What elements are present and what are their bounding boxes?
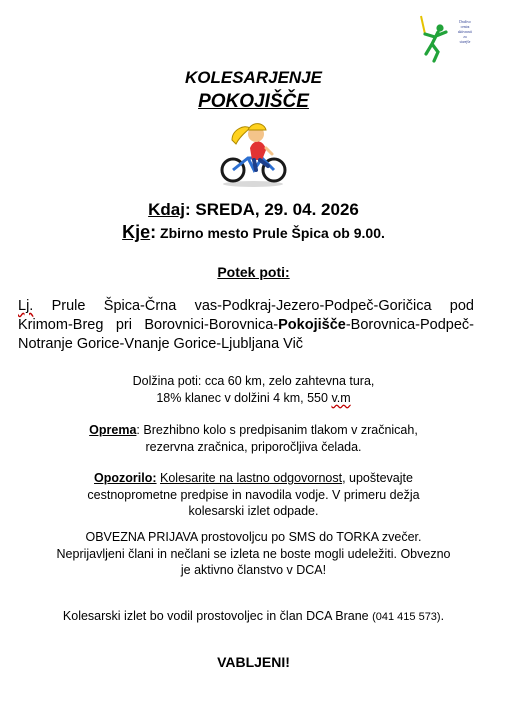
warning-section	[0, 470, 507, 520]
route-highlight: Pokojišče	[278, 317, 346, 333]
warning-line3: kolesarski izlet odpade.	[188, 504, 319, 518]
leader-phone: (041 415 573)	[372, 611, 441, 623]
where-label: Kje	[122, 222, 151, 242]
when-label: Kdaj	[148, 200, 185, 219]
warning-label: Opozorilo:	[94, 471, 157, 485]
cyclist-illustration	[210, 118, 296, 188]
closing-text: VABLJENI!	[217, 654, 290, 670]
route-description	[18, 297, 474, 354]
route-part2: -Borovnica-Podpeč-Notranje Gorice-Vnanje Gorice-Ljubljana Vič	[18, 317, 474, 352]
leader-line	[0, 608, 507, 626]
length-line2-text: 18% klanec v dolžini 4 km, 550	[156, 390, 332, 405]
registration-line2: Neprijavljeni člani in nečlani se izleta ne boste mogli udeležiti. Obvezno	[56, 546, 451, 561]
registration-line1: OBVEZNA PRIJAVA prostovoljcu po SMS do TORKA zvečer.	[85, 530, 422, 544]
where-line	[0, 222, 507, 243]
dca-logo	[416, 14, 478, 66]
leader-text: Kolesarski izlet bo vodil prostovoljec in član DCA Brane	[62, 609, 373, 623]
leader-end: .	[440, 609, 445, 623]
equipment-line2: rezervna zračnica, priporočljiva čelada.	[145, 439, 362, 454]
warning-emph: Kolesarite na lastno odgovornost	[160, 471, 343, 485]
route-part1: Prule Špica-Črna vas-Podkraj-Jezero-Podpeč-Goričica pod Krimom-Breg pri Borovnici-Borovnica-	[18, 298, 474, 333]
length-line2	[0, 390, 507, 407]
warning-line2: cestnoprometne predpise in navodila vodje. V primeru dežja	[87, 487, 420, 502]
route-prefix: Lj.	[18, 298, 34, 314]
length-line1: Dolžina poti: cca 60 km, zelo zahtevna tura,	[132, 374, 375, 388]
equipment-label: Oprema	[89, 423, 137, 437]
length-unit: v.m	[331, 390, 351, 405]
warning-rest: , upoštevajte	[342, 471, 413, 485]
route-length	[0, 373, 507, 406]
page-subtitle: POKOJIŠČE	[198, 91, 309, 112]
equipment-section	[0, 422, 507, 455]
when-value: : SREDA, 29. 04. 2026	[184, 200, 359, 219]
where-colon: :	[150, 222, 157, 242]
cyclist-clipart	[210, 118, 296, 188]
page-title: KOLESARJENJE	[185, 68, 322, 87]
equipment-text1: : Brezhibno kolo s predpisanim tlakom v zračnicah,	[136, 423, 418, 437]
registration-section	[0, 529, 507, 579]
route-heading: Potek poti:	[217, 264, 290, 280]
logo-text: Društvo centra aktivnosti za starejše	[457, 20, 473, 44]
registration-line3: je aktivno članstvo v DCA!	[180, 563, 327, 577]
when-line	[0, 200, 507, 220]
where-value: Zbirno mesto Prule Špica ob 9.00.	[156, 225, 385, 241]
warning-line1	[0, 470, 507, 487]
equipment-line1	[0, 422, 507, 439]
